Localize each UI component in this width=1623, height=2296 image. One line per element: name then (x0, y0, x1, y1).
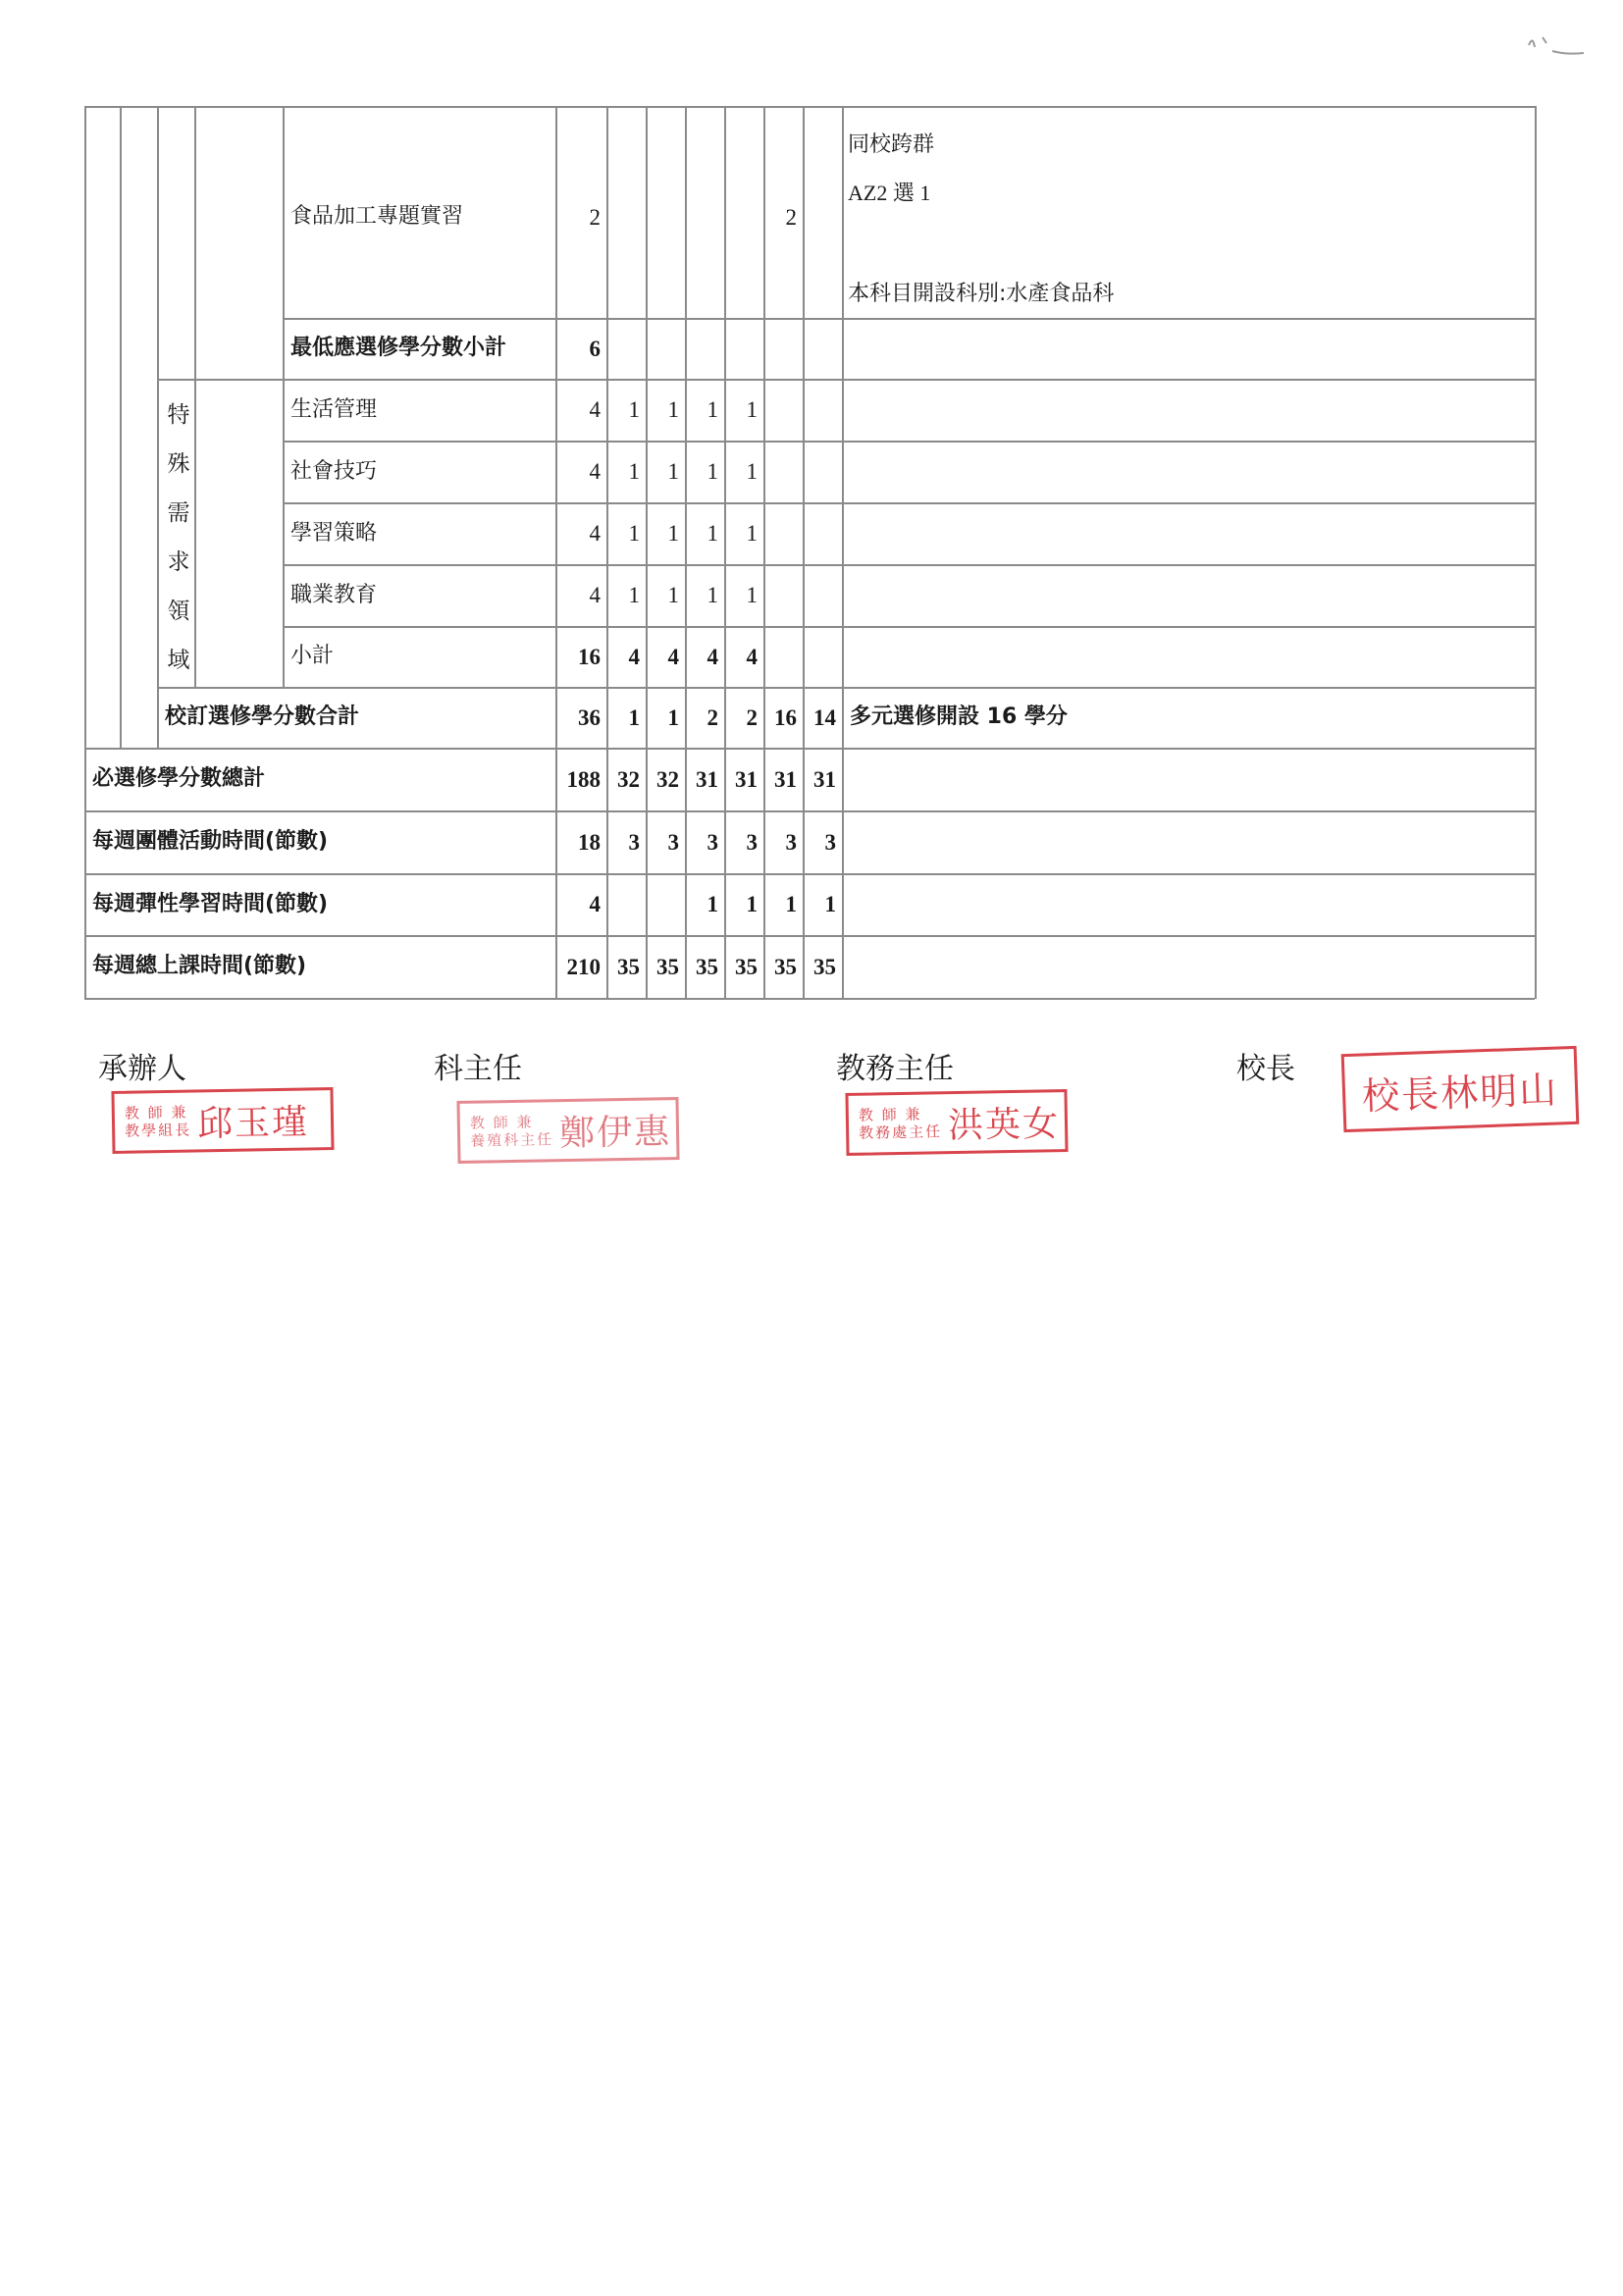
stamp-title: 教 師 兼 (124, 1103, 188, 1122)
credit-cell: 31 (774, 766, 797, 792)
credit-cell: 36 (578, 704, 601, 730)
credit-cell: 35 (656, 954, 679, 979)
credit-cell: 4 (589, 397, 601, 422)
school-elective-total-label: 校訂選修學分數合計 (165, 704, 360, 729)
stamp-title: 養殖科主任 (470, 1130, 554, 1150)
credit-cell: 1 (667, 397, 679, 422)
stamp-seal (111, 1087, 334, 1154)
summary-row-label: 必選修學分數總計 (92, 766, 266, 791)
credit-cell: 3 (667, 829, 679, 855)
table-row-label: 職業教育 (290, 582, 378, 607)
credit-cell: 3 (628, 829, 640, 855)
stamp-seal (1341, 1046, 1580, 1132)
credit-cell: 16 (578, 644, 601, 669)
grid-line (84, 998, 1535, 1000)
credit-cell: 1 (667, 704, 679, 730)
stamp-title: 教 師 兼 (858, 1105, 922, 1124)
special-domain-label: 殊 (167, 451, 190, 477)
credit-cell: 4 (589, 892, 601, 916)
credit-cell: 2 (589, 204, 601, 230)
special-domain-label: 需 (167, 500, 190, 526)
credit-cell: 1 (628, 521, 640, 546)
table-row-label: 學習策略 (290, 520, 378, 546)
credit-cell: 18 (578, 829, 601, 855)
credit-cell: 14 (813, 704, 836, 730)
table-row-label: 生活管理 (290, 396, 378, 422)
grid-line (194, 106, 196, 379)
stamp-title: 教學組長 (125, 1121, 192, 1140)
credit-cell: 1 (746, 459, 758, 484)
credit-cell: 31 (813, 766, 836, 792)
credit-cell: 31 (696, 766, 718, 792)
credit-cell: 4 (628, 644, 640, 669)
special-domain-label: 求 (167, 549, 190, 575)
credit-cell: 1 (667, 521, 679, 546)
credit-cell: 1 (707, 521, 718, 546)
grid-line (157, 106, 159, 748)
signature-label: 校長 (1236, 1052, 1295, 1086)
course-note: AZ2 選 1 (848, 181, 931, 205)
credit-cell: 210 (566, 954, 601, 979)
credit-cell: 3 (707, 829, 718, 855)
stamp-title: 教務處主任 (859, 1122, 943, 1142)
credit-cell: 32 (617, 766, 640, 792)
credit-cell: 6 (589, 336, 601, 361)
credit-cell: 35 (696, 954, 718, 979)
credit-cell: 1 (746, 397, 758, 422)
credit-cell: 1 (628, 397, 640, 422)
stamp-name: 鄭伊惠 (558, 1111, 672, 1154)
table-row-label: 社會技巧 (290, 458, 378, 484)
credit-cell: 32 (656, 766, 679, 792)
special-domain-label: 域 (167, 648, 190, 673)
stamp-title: 教 師 兼 (469, 1113, 534, 1132)
credit-cell: 1 (667, 583, 679, 607)
credit-cell: 1 (746, 583, 758, 607)
credit-cell: 2 (785, 204, 797, 230)
signature-label: 教務主任 (836, 1052, 954, 1086)
grid-line (1535, 106, 1537, 999)
credit-cell: 2 (707, 704, 718, 730)
credit-cell: 1 (707, 459, 718, 484)
credit-cell: 3 (746, 829, 758, 855)
table-row-label: 小計 (290, 644, 335, 668)
stamp-name: 校長林明山 (1361, 1068, 1559, 1118)
credit-cell: 4 (707, 644, 718, 669)
credit-cell: 1 (628, 704, 640, 730)
credit-cell: 1 (667, 459, 679, 484)
credit-cell: 4 (667, 644, 679, 669)
credit-cell: 1 (707, 892, 718, 916)
summary-row-label: 每週團體活動時間(節數) (92, 829, 329, 854)
credit-cell: 1 (707, 397, 718, 422)
summary-row-label: 每週總上課時間(節數) (92, 954, 307, 978)
credit-cell: 1 (746, 892, 758, 916)
credit-cell: 35 (617, 954, 640, 979)
credit-cell: 1 (746, 521, 758, 546)
signature-label: 科主任 (434, 1052, 522, 1086)
credit-cell: 1 (785, 892, 797, 916)
stamp-seal (456, 1097, 679, 1164)
special-domain-label: 領 (167, 599, 190, 624)
credit-cell: 1 (824, 892, 836, 916)
course-name: 食品加工專題實習 (290, 204, 464, 229)
credit-cell: 188 (566, 766, 601, 792)
corner-scribble (1523, 29, 1592, 69)
course-note: 同校跨群 (848, 132, 935, 157)
min-elective-label: 最低應選修學分數小計 (290, 336, 507, 360)
elective-note: 多元選修開設 16 學分 (850, 704, 1068, 729)
special-domain-label: 特 (167, 402, 190, 428)
credit-cell: 1 (628, 583, 640, 607)
credit-cell: 4 (589, 459, 601, 484)
credit-cell: 35 (774, 954, 797, 979)
grid-line (120, 106, 122, 748)
course-note: 本科目開設科別:水產食品科 (848, 282, 1115, 306)
credit-cell: 1 (707, 583, 718, 607)
credit-cell: 16 (774, 704, 797, 730)
credit-cell: 4 (589, 583, 601, 607)
credit-cell: 35 (813, 954, 836, 979)
summary-row-label: 每週彈性學習時間(節數) (92, 891, 329, 916)
signature-label: 承辦人 (98, 1052, 186, 1086)
credit-cell: 2 (746, 704, 758, 730)
credit-cell: 4 (589, 521, 601, 546)
credit-cell: 1 (628, 459, 640, 484)
credit-cell: 31 (735, 766, 758, 792)
credit-cell: 35 (735, 954, 758, 979)
stamp-name: 洪英女 (947, 1103, 1061, 1146)
stamp-seal (845, 1089, 1068, 1156)
stamp-name: 邱玉瑾 (196, 1101, 310, 1144)
credit-cell: 3 (785, 829, 797, 855)
credit-cell: 4 (746, 644, 758, 669)
grid-line (84, 106, 1535, 108)
credit-cell: 3 (824, 829, 836, 855)
grid-line (842, 106, 844, 999)
